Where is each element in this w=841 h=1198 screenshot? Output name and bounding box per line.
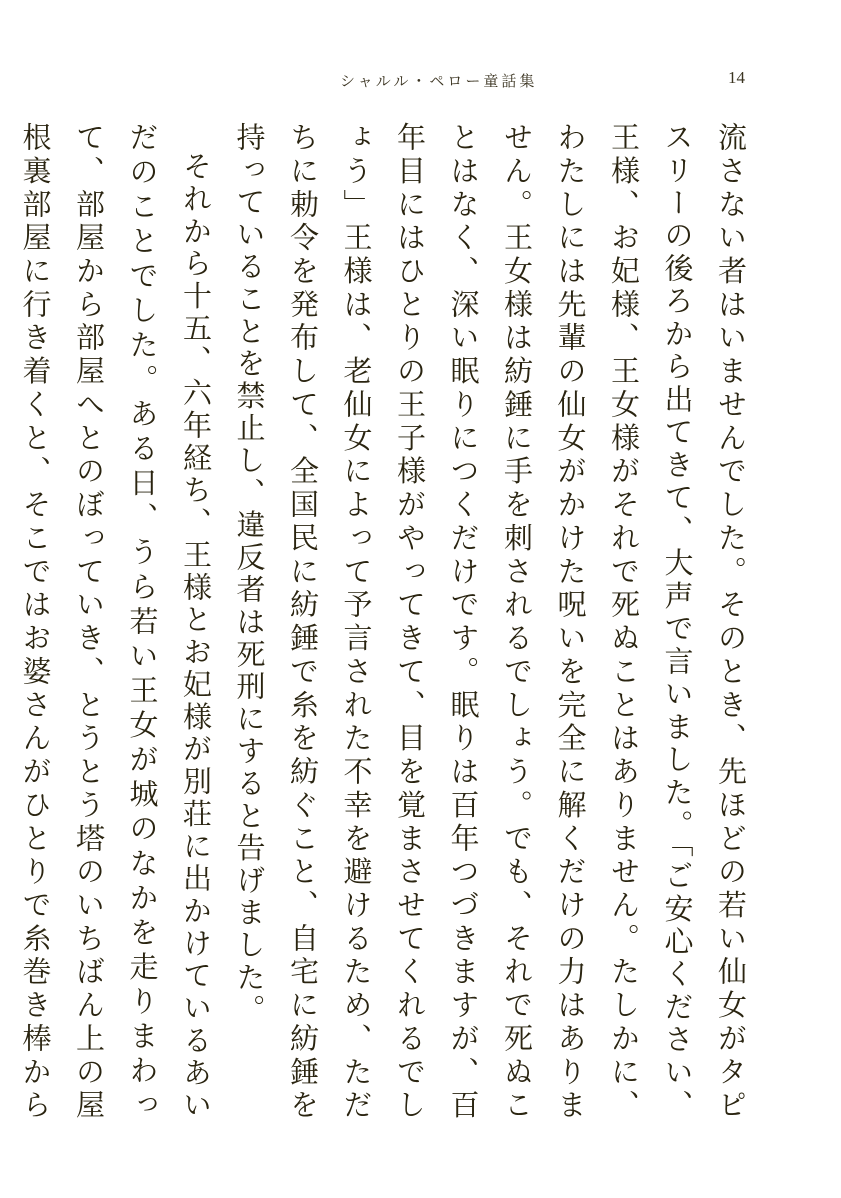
paragraph: それから十五、六年経ち、王様とお妃様が別荘に出かけているあいだのことでした。ある日、うら若い王女が城のなかを走りまわって、部屋から部屋へとのぼっていき、とうとう塔のいちばん上の屋根裏部屋に行き着くと、そこではお婆さんがひとりで糸巻き棒から — [18, 122, 213, 1122]
page-header — [0, 70, 841, 100]
paragraph: 流さない者はいませんでした。そのとき、先ほどの若い仙女がタピスリーの後ろから出てきて、大声で言いました。「ご安心ください、王様、お妃様、王女様がそれで死ぬことはありません。たしかに、わたしには先輩の仙女がかけた呪いを完全に解くだけの力はありません。王女様は紡錘に手を刺されるでしょう。でも、それで死ぬことはなく、深い眠りにつくだけです。眠りは百年つづきますが、百年目にはひとりの王子様がやってきて、目を覚まさせてくれるでしょう」王様は、老仙女によって予言された不幸を避けるため、ただちに勅令を発布して、全国民に紡錘で糸を紡ぐこと、自宅に紡錘を持っていることを禁止し、違反者は死刑にすると告げました。 — [232, 122, 748, 1122]
page-number: 14 — [728, 68, 745, 87]
body-text — [0, 122, 757, 1122]
book-title: シャルル・ペロー童話集 — [340, 72, 538, 90]
